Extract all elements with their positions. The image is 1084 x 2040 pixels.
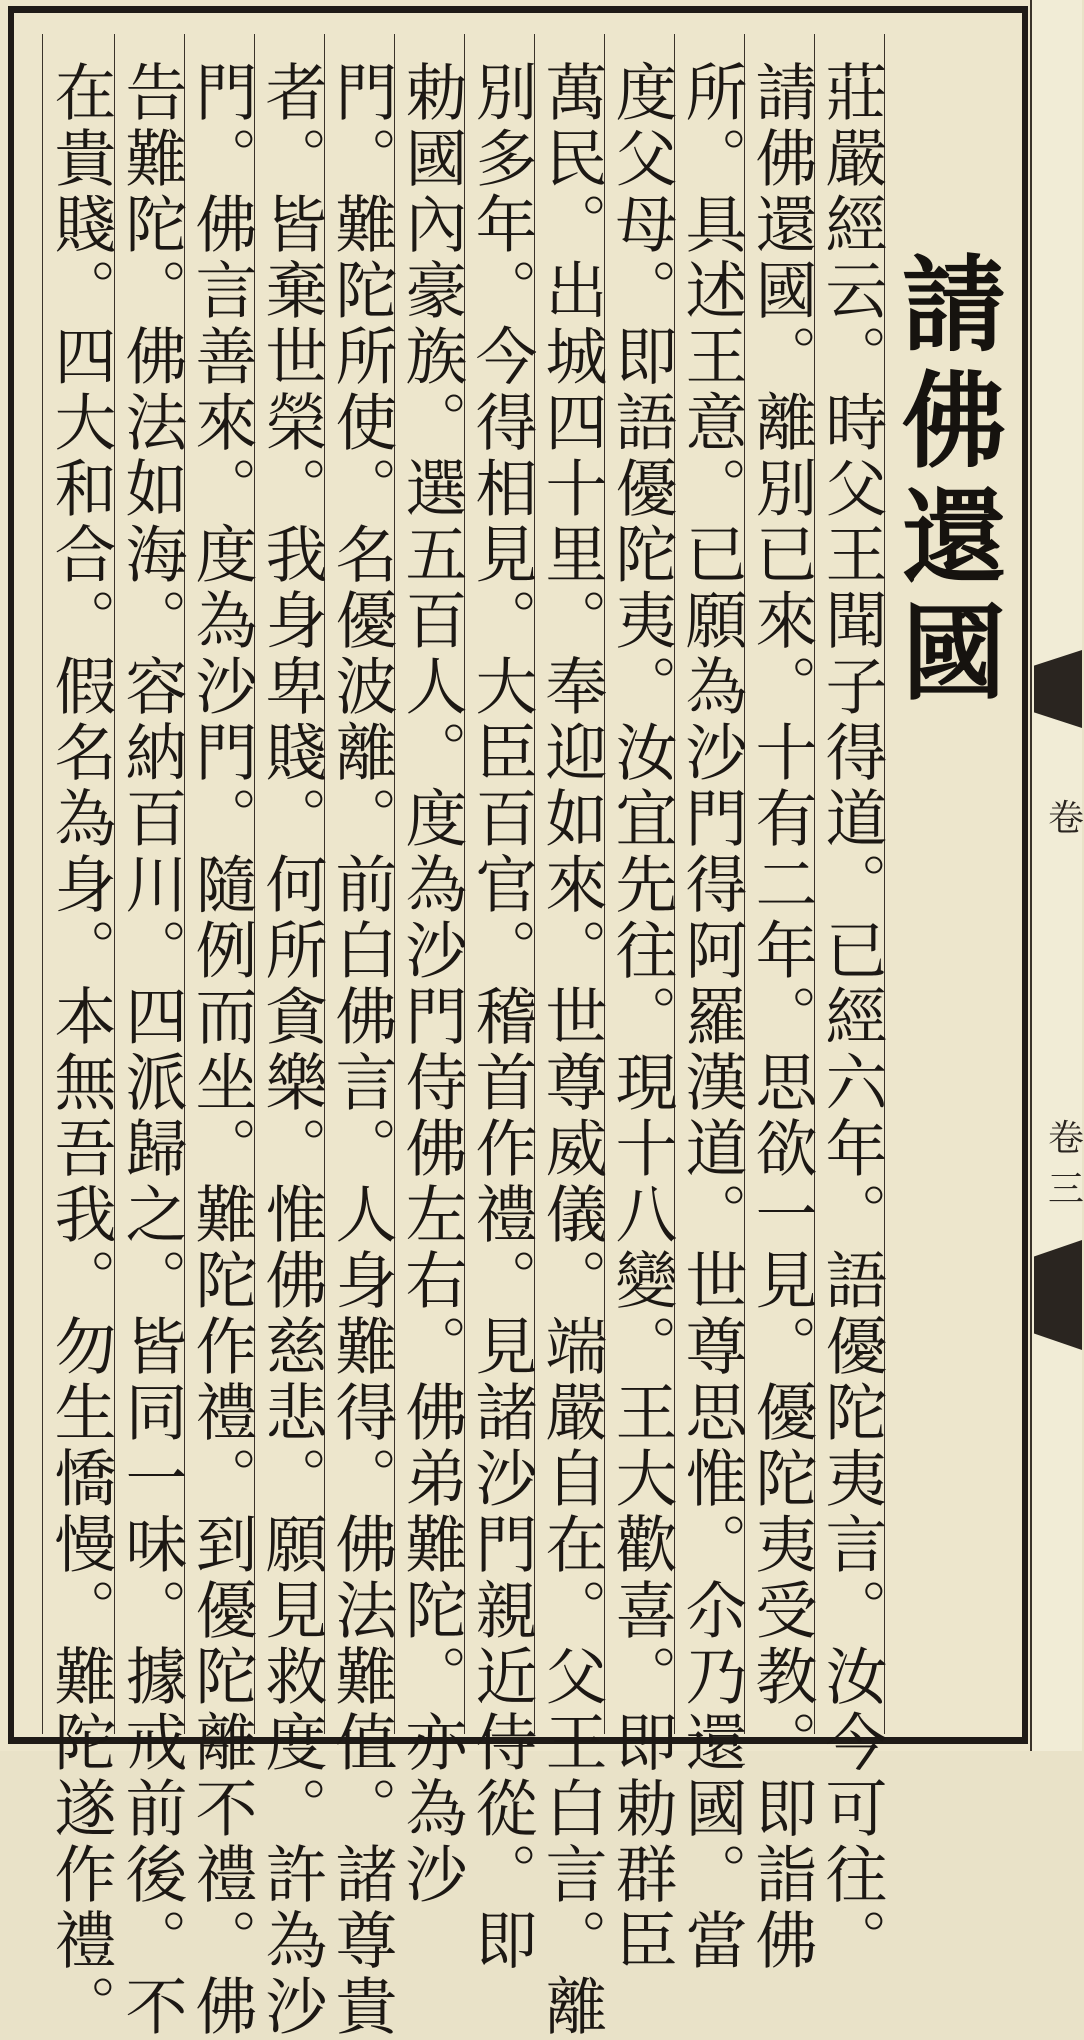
- binding-tab: [1034, 650, 1082, 728]
- column-rule: [42, 34, 43, 1734]
- binding-tab: [1034, 1240, 1082, 1350]
- text-column-1: 莊嚴經云。時父王聞子得道。已經六年。語優陀夷言。汝今可往。: [815, 60, 888, 1974]
- text-column-5: 萬民。出城四十里。奉迎如來。世尊威儀。端嚴自在。父王白言。離: [535, 60, 608, 2040]
- chapter-title: 請佛還國: [884, 250, 1007, 714]
- text-column-3: 所。具述王意。已願為沙門得阿羅漢道。世尊思惟。尒乃還國。當: [675, 60, 748, 1974]
- text-column-11: 告難陀。佛法如海。容納百川。四派歸之。皆同一味。據戒前後。不: [115, 60, 188, 2040]
- text-column-2: 請佛還國。離別已來。十有二年。思欲一見。優陀夷受教。即詣佛: [745, 60, 818, 1974]
- binding-mark: 卷: [1048, 798, 1084, 839]
- text-column-10: 門。佛言善來。度為沙門。隨例而坐。難陀作禮。到優陀離不禮。佛: [185, 60, 258, 2040]
- text-column-7: 勅國內豪族。選五百人。度為沙門侍佛左右。佛弟難陀。亦為沙: [395, 60, 468, 1908]
- text-column-4: 度父母。即語優陀夷。汝宜先往。現十八變。王大歡喜。即勅群臣: [605, 60, 678, 1974]
- book-binding-edge: [1030, 0, 1082, 1751]
- text-column-9: 者。皆棄世榮。我身卑賤。何所貪樂。惟佛慈悲。願見救度。許為沙: [255, 60, 328, 2040]
- text-column-12: 在貴賤。四大和合。假名為身。本無吾我。勿生憍慢。難陀遂作禮。: [44, 60, 117, 2040]
- text-column-8: 門。難陀所使。名優波離。前白佛言。人身難得。佛法難值。諸尊貴: [325, 60, 398, 2040]
- binding-mark: 卷三: [1048, 1118, 1084, 1210]
- text-column-6: 別多年。今得相見。大臣百官。稽首作禮。見諸沙門親近侍從。即: [465, 60, 538, 1974]
